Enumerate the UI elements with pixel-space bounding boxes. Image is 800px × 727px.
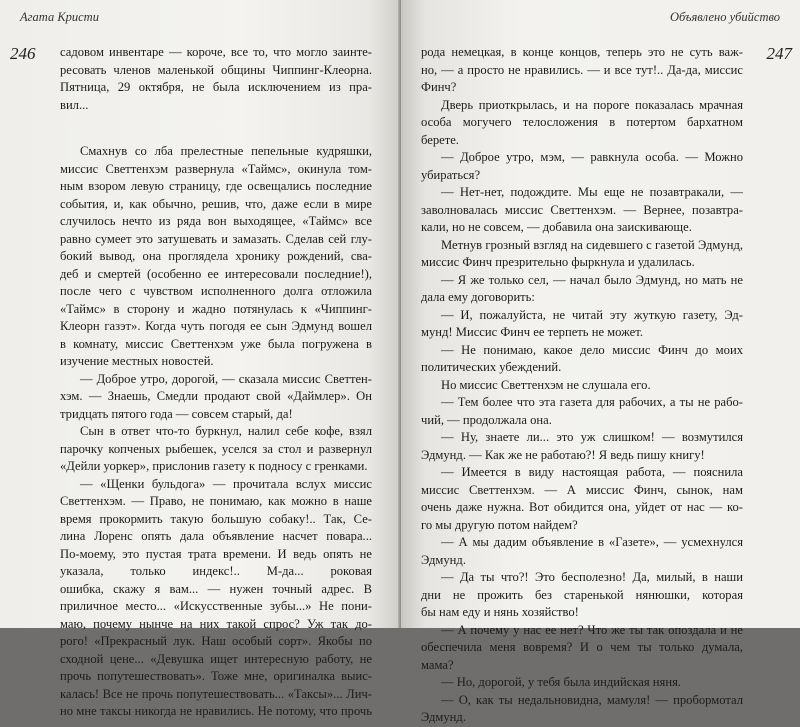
text-line: — Имеется в виду настоящая работа, — пояснила bbox=[441, 465, 743, 479]
text-line: события, и, как обычно, решив, что, даже если в мире bbox=[60, 196, 372, 211]
text-line: прочь попутешествовать». Тоже мне, оригиналка выис- bbox=[60, 669, 372, 683]
text-line: Светтенхэм. — Право, не понимаю, как можно в наше bbox=[60, 494, 372, 508]
text-line: го мы другую потом найдем? bbox=[421, 517, 578, 532]
text-line: миссис Финч презрительно фыркнула и удалилась. bbox=[421, 255, 695, 269]
text-line: — «Щенки бульдога» — прочитала вслух миссис bbox=[80, 476, 372, 491]
text-line: изучение местных новостей. bbox=[60, 354, 214, 368]
text-line: равно сумеет это затушевать и замазать. Сделав сей глу- bbox=[60, 231, 372, 246]
text-line: — Тем более что эта газета для рабочих, а ты не рабо- bbox=[441, 395, 743, 409]
right-page-number: 247 bbox=[766, 44, 792, 63]
text-line: указала, только индекс!.. М-да... роковая bbox=[60, 564, 372, 578]
text-line: после чего с чувством исполненного долга отложила bbox=[60, 284, 372, 298]
text-line: маю, почему нынче на них такой спрос? Уж так до- bbox=[60, 616, 372, 631]
text-line: бы нам еду и нянь хозяйство! bbox=[421, 605, 579, 619]
text-line: приличное место... «Искусственные зубы...» Не пони- bbox=[60, 599, 372, 613]
left-page bbox=[0, 0, 401, 718]
text-line: в комнату, миссис Светтенхэм уже была погружена в bbox=[60, 336, 372, 351]
text-line: убираться? bbox=[421, 167, 481, 182]
text-line: деб и смертей (особенно ее интересовали последние!), bbox=[60, 266, 372, 281]
text-line: Финч? bbox=[421, 80, 457, 94]
text-line: миссис Светтенхэм развернула «Таймс», окинула том- bbox=[60, 161, 372, 176]
text-line: «Дейли уоркер», прислонив газету к подносу с гренками. bbox=[60, 459, 368, 473]
text-line: бокий вывод, она проглядела хронику рождений, сва- bbox=[60, 249, 372, 263]
text-line: — Ну, знаете ли... это уж слишком! — возмутился bbox=[441, 430, 743, 444]
text-line: но, — а просто не нравились. — и все тут!.. Да-да, миссис bbox=[421, 62, 743, 77]
text-line: рого! «Прекрасный лук. Наш особый сорт». Якобы по bbox=[60, 634, 372, 648]
text-line: — Доброе утро, мэм, — равкнула особа. — Можно bbox=[441, 150, 743, 164]
text-line: Но миссис Светтенхэм не слушала его. bbox=[441, 377, 651, 392]
text-line: — Но, дорогой, у тебя была индийская няня. bbox=[441, 675, 682, 689]
left-page-text bbox=[60, 44, 372, 721]
text-line: особа могучего телосложения в потертом бархатном bbox=[421, 115, 743, 129]
text-line: — И, пожалуйста, не читай эту жуткую газету, Эд- bbox=[441, 307, 743, 322]
text-line: чий, — продолжала она. bbox=[421, 412, 552, 427]
left-page-number: 246 bbox=[10, 44, 36, 63]
text-line: кали, но не совсем, — добавила она заискивающе. bbox=[421, 220, 692, 234]
text-line: сходной цене... «Девушка ищет интересную работу, не bbox=[60, 651, 372, 666]
text-line: Эдмунд. — Как же не работаю?! Я ведь пишу книгу! bbox=[421, 447, 705, 462]
text-line: Эдмунд. bbox=[421, 710, 466, 724]
text-line: случилось нечто из ряда вон выходящее, «Таймс» все bbox=[60, 214, 372, 228]
text-line: Смахнув со лба прелестные пепельные кудряшки, bbox=[80, 144, 372, 158]
text-line: По-моему, это пустая трата времени. И ведь опять не bbox=[60, 546, 372, 561]
text-line: Клеорн газэт». Когда чуть погодя ее сын Эдмунд вошел bbox=[60, 319, 372, 333]
text-line: — Нет-нет, подождите. Мы еще не позавтракали, — bbox=[441, 185, 743, 199]
text-line: дала ему договорить: bbox=[421, 290, 535, 304]
text-line: — О, как ты недальновидна, мамуля! — пробормотал bbox=[441, 692, 743, 707]
text-line: хэм. — Знаешь, Смедли продают свой «Даймлер». Он bbox=[60, 389, 372, 403]
text-line: мама? bbox=[421, 657, 454, 672]
text-line: «Таймс» в сторону и жадно потянулась к «Чиппинг- bbox=[60, 301, 372, 316]
text-line: садовом инвентаре — короче, все то, что могло заинте- bbox=[60, 45, 372, 59]
right-page bbox=[401, 0, 800, 724]
text-line: берете. bbox=[421, 132, 459, 147]
text-line bbox=[60, 114, 372, 143]
text-line: лина Лоренс опять дала объявление насчет повара... bbox=[60, 529, 372, 543]
text-line: ошибка, скажу я вам... — нужен точный адрес. В bbox=[60, 581, 372, 596]
left-running-head: Агата Кристи bbox=[20, 10, 99, 24]
text-line: тридцать пятого года — совсем старый, да! bbox=[60, 406, 293, 421]
text-line: Дверь приоткрылась, и на пороге показалась мрачная bbox=[441, 97, 743, 112]
text-line: время прокормить такую большую собаку!.. Так, Се- bbox=[60, 511, 372, 526]
text-line: калась! Все не прочь попутешествовать... «Таксы»... Лич- bbox=[60, 686, 372, 701]
text-line: рода немецкая, в конце концов, теперь это не суть важ- bbox=[421, 45, 743, 59]
text-line: — А почему у нас ее нет? Что же ты так опоздала и не bbox=[441, 622, 743, 637]
text-line: — Не понимаю, какое дело миссис Финч до моих bbox=[441, 342, 743, 357]
text-line: Эдмунд. bbox=[421, 552, 466, 567]
text-line: но мне таксы никогда не нравились. Не потому, что прочь bbox=[60, 704, 372, 718]
text-line: парочку копченых рыбешек, уселся за стол и развернул bbox=[60, 441, 372, 456]
text-line: ресовать членов маленькой общины Чиппинг-Клеорна. bbox=[60, 62, 372, 77]
text-line: — Да ты что?! Это бесполезно! Да, милый, в наши bbox=[441, 570, 743, 584]
text-line: Сын в ответ что-то буркнул, налил себе кофе, взял bbox=[80, 424, 372, 438]
text-line: политических убеждений. bbox=[421, 360, 562, 374]
text-line: Метнув грозный взгляд на сидевшего с газетой Эдмунд, bbox=[441, 237, 743, 252]
text-line: вил... bbox=[60, 97, 89, 112]
text-line: — А мы дадим объявление в «Газете», — усмехнулся bbox=[441, 535, 743, 549]
right-running-head: Объявлено убийство bbox=[669, 10, 780, 24]
text-line: Пятница, 29 октября, не была исключением из пра- bbox=[60, 80, 372, 94]
text-line: дни не прожить без старенькой нянюшки, которая bbox=[421, 587, 743, 602]
text-line: ным взором левую страницу, где освещались последние bbox=[60, 179, 372, 193]
right-page-text bbox=[421, 44, 743, 727]
text-line: очень даже нужна. Вот обидится она, уйдет от нас — ко- bbox=[421, 500, 743, 514]
text-line: — Доброе утро, дорогой, — сказала миссис Светтен- bbox=[80, 371, 372, 386]
text-line: мунд! Миссис Финч ее терпеть не может. bbox=[421, 325, 643, 339]
text-line: обеспечила меня вовремя? И о чем ты только думала, bbox=[421, 640, 743, 654]
text-line: миссис Светтенхэм. — А миссис Финч, сынок, нам bbox=[421, 482, 743, 497]
text-line: — Я же только сел, — начал было Эдмунд, но мать не bbox=[441, 272, 743, 287]
text-line: заволновалась миссис Светтенхэм. — Вернее, позавтра- bbox=[421, 202, 743, 217]
